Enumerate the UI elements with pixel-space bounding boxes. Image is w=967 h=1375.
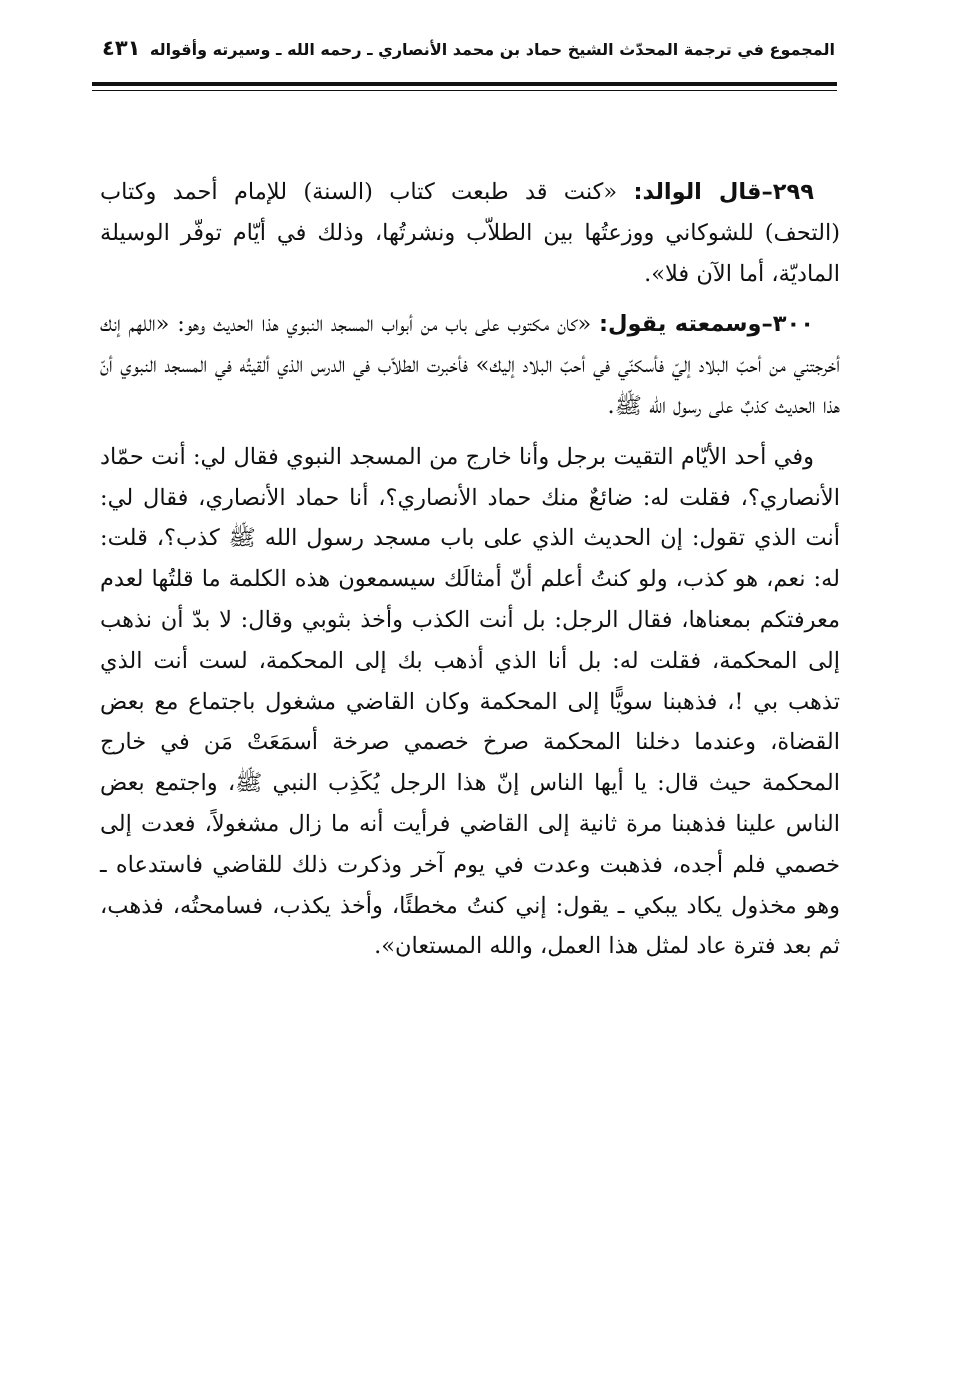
header-rule-thin: [92, 90, 837, 91]
paragraph-300: [100, 304, 840, 426]
page-number: ٤٣١: [102, 36, 141, 60]
paragraph-text: وفي أحد الأيّام التقيت برجل وأنا خارج من المسجد النبوي فقال لي: أنت حمّاد الأنصاري؟، فقلت له: ضائعٌ منك حماد الأنصاري؟، أنا حماد الأنصاري، فقال لي: أنت الذي تقول: إن الحديث الذي على باب مسجد رسول الله ﷺ كذب؟، قلت: له: نعم، هو كذب، ولو كنتُ أعلم أنّ أمثالَك سيسمعون هذه الكلمة ما قلتُها لعدم معرفتكم بمعناها، فقال الرجل: بل أنت الكذب وأخذ بثوبي وقال: لا بدّ أن نذهب إلى المحكمة، فقلت له: بل أنا الذي أذهب بك إلى المحكمة، لست أنت الذي تذهب بي !، فذهبنا سويًّا إلى المحكمة وكان القاضي مشغول باجتماع مع بعض القضاة، وعندما دخلنا المحكمة صرخ خصمي صرخة أسمَعَتْ مَن في خارج المحكمة حيث قال: يا أيها الناس إنّ هذا الرجل يُكَذِب النبي ﷺ، واجتمع بعض الناس علينا فذهبنا مرة ثانية إلى القاضي فرأيت أنه ما زال مشغولاً، فعدت إلى خصمي فلم أجده، فذهبت وعدت في يوم آخر وذكرت ذلك للقاضي فاستدعاه ـ وهو مخذول يكاد يبكي ـ يقول: إني كنتُ مخطئًا، وأخذ يكذب، فسامحتُه، فذهب، ثم بعد فترة عاد لمثل هذا العمل، والله المستعان».: [100, 443, 840, 960]
header-rule-thick: [92, 82, 837, 86]
paragraph-text: «كنت قد طبعت كتاب (السنة) للإمام أحمد وكتاب (التحف) للشوكاني ووزعتُها بين الطلاّب ونشرتُها، وذلك في أيّام توفّر الوسيلة الماديّة، أما الآن فلا».: [100, 179, 840, 287]
paragraph-text: «كان مكتوب على باب من أبواب المسجد النبوي هذا الحديث وهو: «اللهم إنك أخرجتني من أحبّ البلاد إليّ فأسكنّي في أحبّ البلاد إليك» فأخبرت الطلاّب في الدرس الذي ألقيتُه في المسجد النبوي أنّ هذا الحديث كذبٌ على رسول الله ﷺ.: [100, 311, 840, 419]
paragraph-lead: ٣٠٠–وسمعته يقول:: [599, 311, 814, 338]
body-text: [100, 172, 840, 967]
header-title: المجموع في ترجمة المحدّث الشيخ حماد بن محمد الأنصاري ـ رحمه الله ـ وسيرته وأقواله: [149, 40, 835, 59]
paragraph-299: [100, 172, 840, 294]
paragraph-lead: ٢٩٩–قال الوالد:: [633, 179, 814, 205]
running-header: [90, 34, 835, 74]
paragraph-story: [100, 437, 840, 967]
